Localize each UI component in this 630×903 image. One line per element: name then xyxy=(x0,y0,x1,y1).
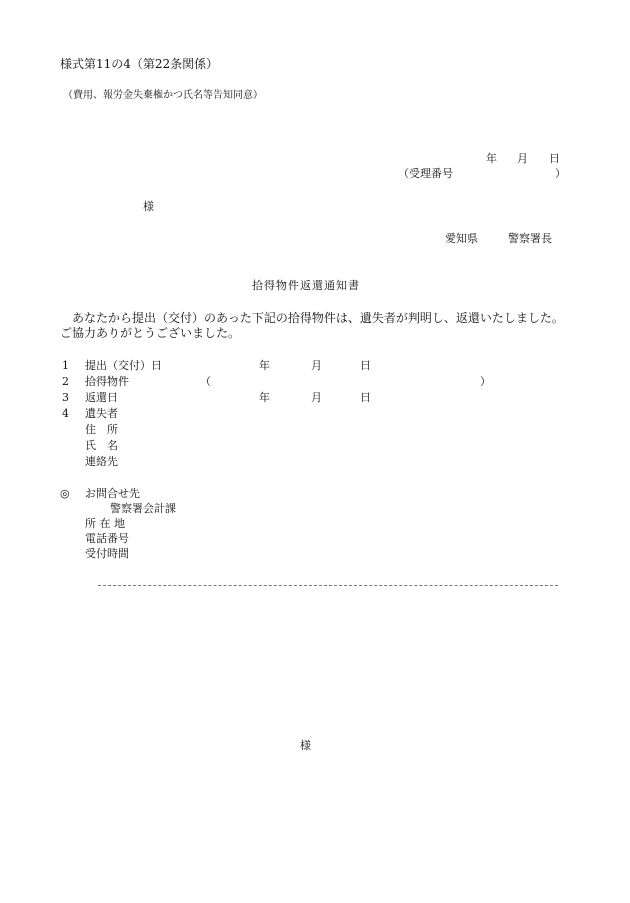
issuer-prefecture: 愛知県 xyxy=(445,232,478,245)
body-line-2: ご協力ありがとうございました。 xyxy=(60,326,241,340)
item-1-month: 月 xyxy=(311,359,322,372)
item-3-label: 返還日 xyxy=(85,391,118,404)
bottom-addressee-suffix: 様 xyxy=(300,739,311,752)
form-number: 様式第11の4（第22条関係） xyxy=(60,57,219,71)
item-2-label: 拾得物件 xyxy=(85,375,129,388)
owner-address-label: 住 所 xyxy=(85,423,118,436)
addressee-suffix: 様 xyxy=(143,200,154,213)
date-day: 日 xyxy=(549,152,560,165)
item-1-year: 年 xyxy=(259,359,270,372)
item-3-month: 月 xyxy=(311,391,322,404)
cut-line xyxy=(98,585,558,586)
date-year: 年 xyxy=(486,152,497,165)
inquiry-mark: ◎ xyxy=(60,487,70,500)
owner-name-label: 氏 名 xyxy=(85,439,118,452)
item-2-open-paren: （ xyxy=(200,375,211,388)
item-4-number: 4 xyxy=(62,407,69,420)
receipt-number-label: （受理番号 xyxy=(398,167,453,180)
item-2-number: 2 xyxy=(62,375,69,388)
owner-contact-label: 連絡先 xyxy=(85,455,118,468)
date-month: 月 xyxy=(517,152,528,165)
inquiry-label: お問合せ先 xyxy=(85,487,140,500)
item-1-day: 日 xyxy=(360,359,371,372)
item-3-year: 年 xyxy=(259,391,270,404)
item-2-close-paren: ） xyxy=(480,375,491,388)
body-line-1: あなたから提出（交付）のあった下記の拾得物件は、遺失者が判明し、返還いたしました。 xyxy=(72,311,564,325)
item-4-label: 遺失者 xyxy=(85,407,118,420)
issuer-chief: 警察署長 xyxy=(508,232,552,245)
inquiry-hours: 受付時間 xyxy=(85,547,129,560)
item-1-label: 提出（交付）日 xyxy=(85,359,162,372)
inquiry-section: 警察署会計課 xyxy=(110,502,176,515)
receipt-number-close: ） xyxy=(555,167,566,180)
item-3-number: 3 xyxy=(62,391,69,404)
item-1-number: 1 xyxy=(62,359,69,372)
consent-note: （費用、報労金失棄権かつ氏名等告知同意） xyxy=(63,90,263,101)
item-3-day: 日 xyxy=(360,391,371,404)
inquiry-location: 所 在 地 xyxy=(85,517,125,530)
inquiry-phone: 電話番号 xyxy=(85,532,129,545)
document-title: 拾得物件返還通知書 xyxy=(252,279,360,292)
